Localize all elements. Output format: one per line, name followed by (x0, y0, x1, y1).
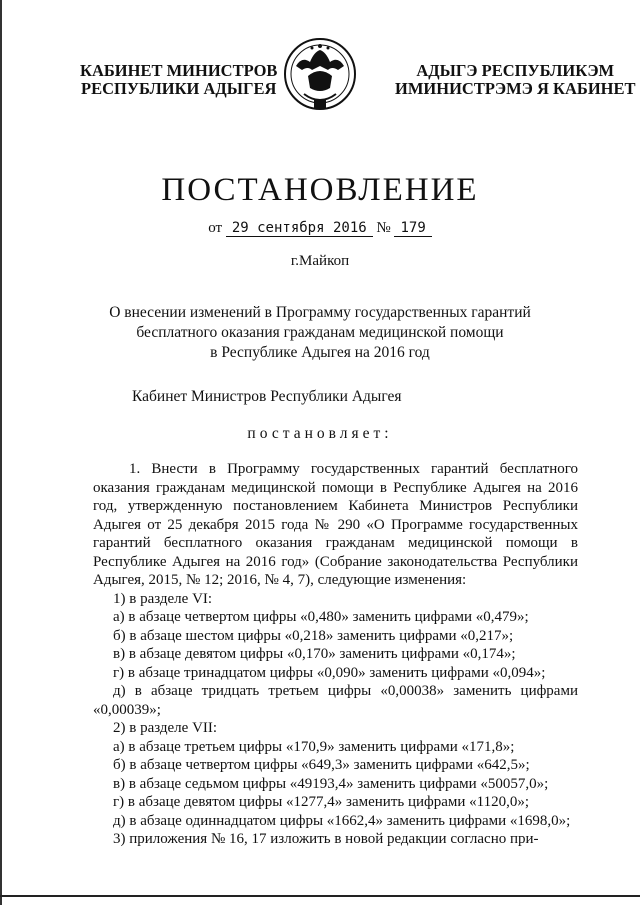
section-1-item-e: д) в абзаце тридцать третьем цифры «0,00038» заменить цифрами «0,00039»; (93, 683, 578, 718)
page-scan-edge-bottom (0, 895, 640, 897)
header-right-line-2: ИМИНИСТРЭМЭ Я КАБИНЕТ (395, 79, 636, 98)
document-subject (0, 303, 640, 363)
document-date: 29 сентября 2016 (226, 220, 373, 237)
section-2-item-a: а) в абзаце третьем цифры «170,9» заменить цифрами «171,8»; (113, 738, 515, 755)
header-right (395, 62, 636, 98)
section-2-heading: 2) в разделе VII: (113, 720, 218, 736)
document-number: 179 (394, 220, 431, 237)
number-sign: № (376, 220, 391, 236)
section-1-item-d: г) в абзаце тринадцатом цифры «0,090» заменить цифрами «0,094»; (113, 664, 546, 681)
section-1-heading: 1) в разделе VI: (113, 590, 213, 607)
section-2-item-e: д) в абзаце одиннадцатом цифры «1662,4» заменить цифрами «1698,0»; (113, 812, 571, 829)
decrees-line: постановляет: (247, 425, 393, 442)
section-1-item-b: б) в абзаце шестом цифры «0,218» заменить цифрами «0,217»; (113, 627, 514, 644)
header-left-line-1: КАБИНЕТ МИНИСТРОВ (80, 61, 278, 80)
section-2-item-d: г) в абзаце девятом цифры «1277,4» заменить цифрами «1120,0»; (113, 794, 530, 810)
document-city: г.Майкоп (290, 253, 350, 269)
section-1-item-c: в) в абзаце девятом цифры «0,170» заменить цифрами «0,174»; (113, 646, 516, 662)
body-intro-paragraph: 1. Внести в Программу государственных гарантий бесплатного оказания гражданам медицинской помощи в Республике Адыгея на 2016 год, утвержденную постановлением Кабинета Министров Республики Адыгея от 25 декабря 2015 года № 290 «О Программе государственных гарантий бесплатного оказания гражданам медицинской помощи в Республике Адыгея на 2016 год» (Собрание законодательства Республики Адыгея, 2015, № 12; 2016, № 4, 7), следующие изменения: (93, 461, 578, 588)
header-left (80, 62, 277, 98)
coat-of-arms-adygea-icon (282, 36, 358, 116)
document-dateline (0, 220, 640, 237)
dateline-prefix: от (208, 220, 223, 236)
section-3-heading: 3) приложения № 16, 17 изложить в новой редакции согласно при- (113, 831, 539, 847)
section-1-item-a: а) в абзаце четвертом цифры «0,480» заменить цифрами «0,479»; (113, 609, 529, 625)
document-body (93, 460, 578, 849)
subject-line-1: О внесении изменений в Программу государственных гарантий (109, 304, 531, 321)
page-scan-edge-left (0, 0, 2, 905)
document-title: ПОСТАНОВЛЕНИЕ (161, 172, 479, 208)
section-2-item-c: в) в абзаце седьмом цифры «49193,4» заменить цифрами «50057,0»; (113, 775, 549, 792)
subject-line-3: в Республике Адыгея на 2016 год (210, 344, 430, 361)
subject-line-2: бесплатного оказания гражданам медицинской помощи (136, 324, 504, 341)
section-2-item-b: б) в абзаце четвертом цифры «649,3» заменить цифрами «642,5»; (113, 757, 530, 773)
header-left-line-2: РЕСПУБЛИКИ АДЫГЕЯ (81, 79, 277, 98)
header-right-line-1: АДЫГЭ РЕСПУБЛИКЭМ (416, 61, 615, 80)
issuer-line: Кабинет Министров Республики Адыгея (132, 388, 402, 405)
